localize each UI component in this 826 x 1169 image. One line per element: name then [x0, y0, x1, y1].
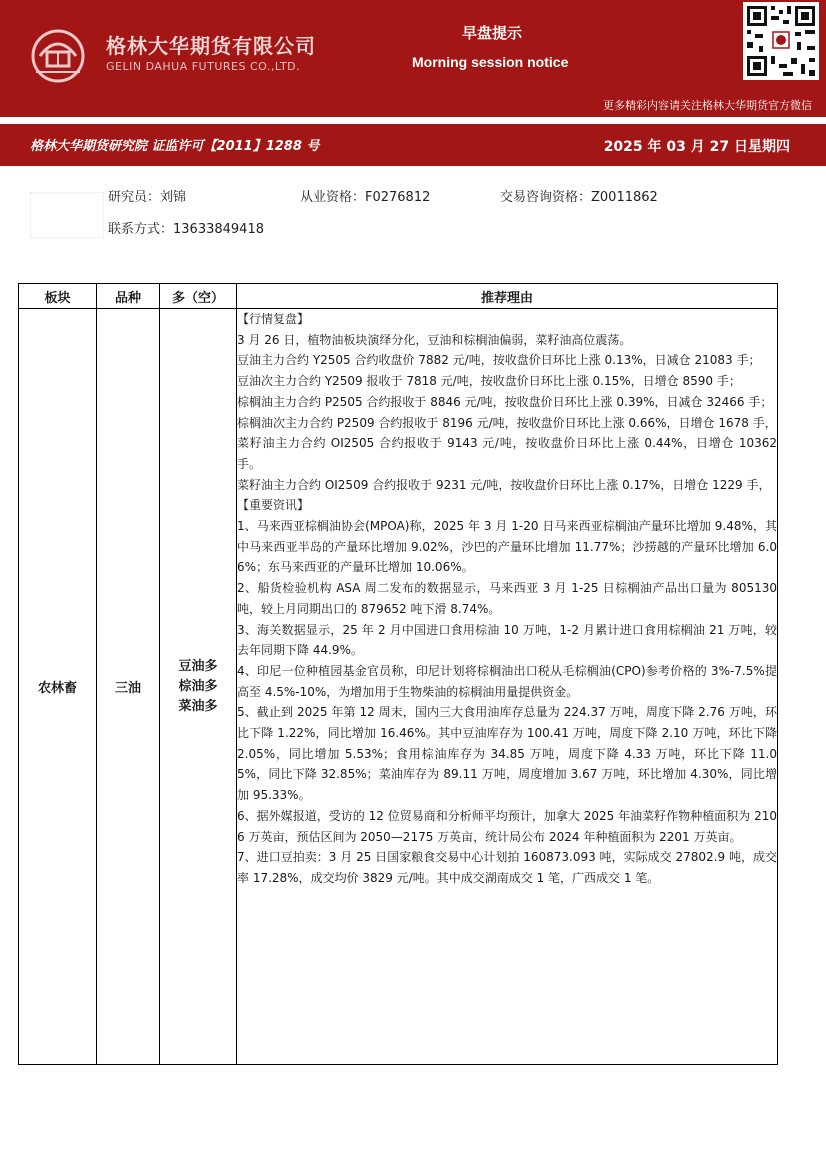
company-logo-icon: [30, 28, 86, 84]
direction-palm-oil: 棕油多: [178, 678, 218, 694]
reason-paragraph: 棕榈油次主力合约 P2509 合约报收于 8196 元/吨，按收盘价日环比上涨 0.66%，日增仓 1678 手，: [237, 415, 777, 430]
reason-paragraph: 豆油次主力合约 Y2509 报收于 7818 元/吨，按收盘价日环比上涨 0.15%，日增仓 8590 手；: [237, 374, 741, 389]
reason-cell: [237, 309, 778, 1065]
news-item: 4、印尼一位种植园基金官员称，印尼计划将棕榈油出口税从毛棕榈油(CPO)参考价格的 3%-7.5%提高至 4.5%-10%，为增加用于生物柴油的棕榈油用量提供资金。: [237, 663, 777, 699]
news-item: 1、马来西亚棕榈油协会(MPOA)称，2025 年 3 月 1-20 日马来西亚棕榈油产量环比增加 9.48%，其中马来西亚半岛的产量环比增加 9.02%，沙巴的产量环比增加 11.77%；沙捞越的产量环比增加 6.06%；东马来西亚的产量环比增加 10.06%。: [237, 519, 777, 575]
news-item: 6、据外媒报道，受访的 12 位贸易商和分析师平均预计，加拿大 2025 年油菜籽作物种植面积为 2106 万英亩，预估区间为 2050—2175 万英亩，统计局公布 2024 年种植面积为 2201 万英亩。: [237, 808, 777, 844]
report-title-cn: 早盘提示: [462, 24, 523, 42]
column-header-direction: 多（空）: [160, 284, 237, 309]
analyst-name: 研究员：刘锦: [108, 190, 187, 205]
recommendation-table: [18, 283, 778, 1065]
direction-soybean-oil: 豆油多: [178, 658, 218, 674]
news-item: 7、进口豆拍卖：3 月 25 日国家粮食交易中心计划拍 160873.093 吨，实际成交 27802.9 吨，成交率 17.28%，成交均价 3829 元/吨。其中成交湖南成交 1 笔，广西成交 1 笔。: [237, 850, 777, 885]
section-heading-market-review: 【行情复盘】: [237, 312, 310, 326]
wechat-qr-code-icon: [743, 2, 819, 80]
report-title-en: Morning session notice: [412, 54, 569, 70]
column-header-sector: 板块: [19, 284, 97, 309]
reason-paragraph: 菜籽油主力合约 OI2509 合约报收于 9231 元/吨，按收盘价日环比上涨 0.17%，日增仓 1229 手，: [237, 477, 771, 492]
reason-paragraph: 豆油主力合约 Y2505 合约收盘价 7882 元/吨，按收盘价日环比上涨 0.13%，日减仓 21083 手；: [237, 353, 761, 368]
column-header-variety: 品种: [97, 284, 160, 309]
column-header-reason: 推荐理由: [237, 284, 778, 309]
variety-cell: 三油: [97, 309, 160, 1065]
report-date: 2025 年 03 月 27 日星期四: [603, 139, 790, 155]
company-name-cn: 格林大华期货有限公司: [106, 34, 316, 58]
news-item: 2、船货检验机构 ASA 周二发布的数据显示，马来西亚 3 月 1-25 日棕榈油产品出口量为 805130 吨，较上月同期出口的 879652 吨下滑 8.74%。: [237, 581, 777, 616]
analyst-consulting-qualification: 交易咨询资格：Z0011862: [500, 190, 658, 205]
reason-paragraph: 菜籽油主力合约 OI2505 合约报收于 9143 元/吨，按收盘价日环比上涨 0.44%，日增仓 10362 手。: [237, 436, 777, 471]
news-item: 3、海关数据显示，25 年 2 月中国进口食用棕油 10 万吨，1-2 月累计进口食用棕榈油 21 万吨，较去年同期下降 44.9%。: [237, 622, 777, 658]
table-row: [19, 309, 778, 1065]
section-heading-key-news: 【重要资讯】: [237, 498, 310, 513]
sector-cell: 农林畜: [19, 309, 97, 1065]
research-institute-license: 格林大华期货研究院 证监许可【2011】1288 号: [30, 139, 320, 154]
company-name-en: GELIN DAHUA FUTURES CO.,LTD.: [106, 60, 301, 73]
direction-cell: [160, 309, 237, 1065]
analyst-contact: 联系方式：13633849418: [108, 222, 264, 237]
reason-paragraph: 3 月 26 日，植物油板块演绎分化，豆油和棕榈油偏弱，菜籽油高位震荡。: [237, 332, 632, 347]
direction-rapeseed-oil: 菜油多: [178, 698, 218, 714]
news-item: 5、截止到 2025 年第 12 周末，国内三大食用油库存总量为 224.37 万吨，周度下降 2.76 万吨，环比下降 1.22%，同比增加 16.46%。其中豆油库存为 100.41 万吨，周度下降 2.10 万吨，环比下降 2.05%，同比增加 5.53%；食用棕油库存为 34.85 万吨，周度下降 4.33 万吨，环比下降 11.05%，同比下降 32.85%；菜油库存为 89.11 万吨，周度增加 3.67 万吨，环比增加 4.30%，同比增加 95.33%。: [237, 705, 777, 803]
reason-paragraph: 棕榈油主力合约 P2505 合约报收于 8846 元/吨，按收盘价日环比上涨 0.39%，日减仓 32466 手；: [237, 394, 773, 409]
analyst-photo-placeholder: [30, 192, 104, 238]
wechat-follow-note: 更多精彩内容请关注格林大华期货官方微信: [603, 99, 812, 112]
table-header-row: [19, 284, 778, 309]
analyst-qualification: 从业资格：F0276812: [300, 190, 431, 205]
